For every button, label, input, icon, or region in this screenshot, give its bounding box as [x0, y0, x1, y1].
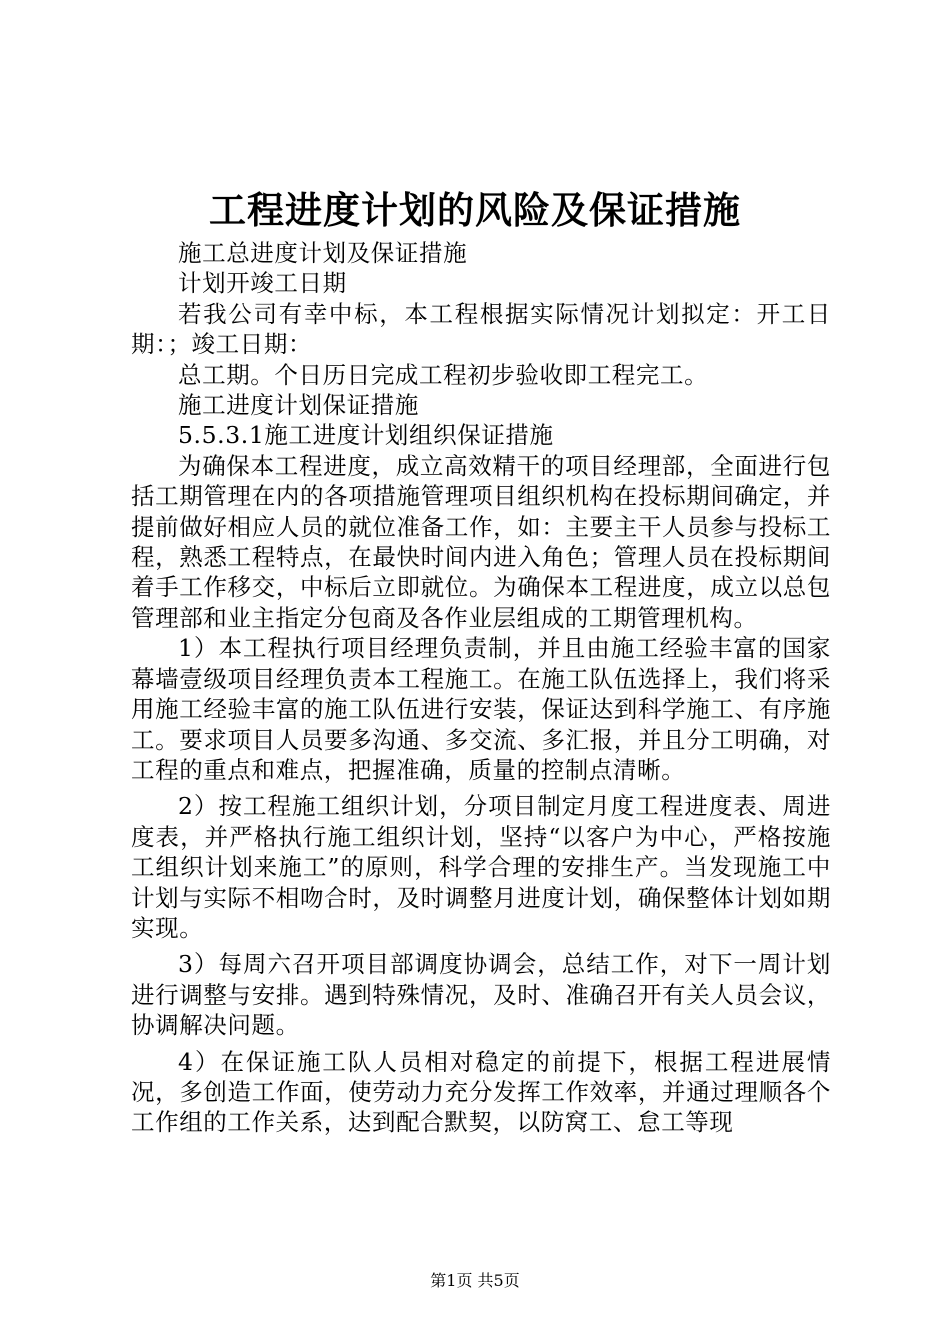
paragraph: 计划开竣工日期 [178, 269, 347, 298]
page-footer: 第1页 共5页 [430, 1271, 520, 1290]
paragraph: 2）按工程施工组织计划，分项目制定月度工程进度表、周进度表，并严格执行施工组织计划，坚持“以客户为中心，严格按施工组织计划来施工”的原则，科学合理的安排生产。当发现施工中计划与实际不相吻合时，及时调整月进度计划，确保整体计划如期实现。 [131, 792, 831, 942]
paragraph: 若我公司有幸中标，本工程根据实际情况计划拟定：开工日期：；竣工日期： [131, 299, 831, 359]
paragraph: 为确保本工程进度，成立高效精干的项目经理部，全面进行包括工期管理在内的各项措施管理项目组织机构在投标期间确定，并提前做好相应人员的就位准备工作，如：主要主干人员参与投标工程，熟悉工程特点，在最快时间内进入角色；管理人员在投标期间着手工作移交，中标后立即就位。为确保本工程进度，成立以总包管理部和业主指定分包商及各作业层组成的工期管理机构。 [131, 451, 831, 632]
paragraph: 5.5.3.1施工进度计划组织保证措施 [178, 421, 554, 450]
paragraph: 总工期。个日历日完成工程初步验收即工程完工。 [178, 360, 709, 389]
paragraph: 1）本工程执行项目经理负责制，并且由施工经验丰富的国家幕墙壹级项目经理负责本工程施工。在施工队伍选择上，我们将采用施工经验丰富的施工队伍进行安装，保证达到科学施工、有序施工。要求项目人员要多沟通、多交流、多汇报，并且分工明确，对工程的重点和难点，把握准确，质量的控制点清晰。 [131, 634, 831, 784]
paragraph: 4）在保证施工队人员相对稳定的前提下，根据工程进展情况，多创造工作面，使劳动力充分发挥工作效率，并通过理顺各个工作组的工作关系，达到配合默契，以防窝工、怠工等现 [131, 1047, 831, 1137]
paragraph: 3）每周六召开项目部调度协调会，总结工作，对下一周计划进行调整与安排。遇到特殊情况，及时、准确召开有关人员会议，协调解决问题。 [131, 950, 831, 1040]
document-title: 工程进度计划的风险及保证措施 [209, 188, 741, 232]
paragraph: 施工总进度计划及保证措施 [178, 239, 468, 267]
document-body [131, 238, 831, 1138]
paragraph: 施工进度计划保证措施 [178, 391, 419, 420]
